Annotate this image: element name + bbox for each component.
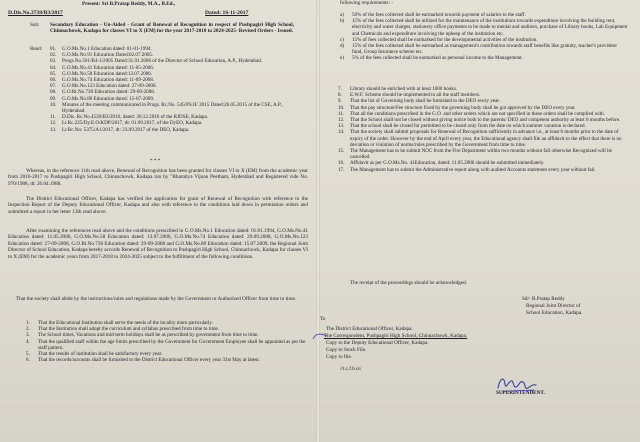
- receipt-line: The receipt of the proceedings should be acknowledged.: [350, 280, 467, 286]
- condition-item: 15. The Management has to be submit NOC from the Fire Department within two months without fall otherwise Recognized will be cancelled.: [338, 148, 612, 161]
- reference-item: 04. G.O.Ms.No.41 Education dated: 11-05-2006.: [50, 64, 155, 71]
- pen-mark-icon: [312, 331, 328, 341]
- paragraph-society: That the society shall abide by the instructions/rules and regulations made by the Government or Authorized Officer from time to time.: [16, 296, 297, 302]
- dated: Dated: 16-11-2017: [205, 10, 249, 16]
- reference-item: 13. Lr.Rc.No: 5375/A1/2017, dt: 23.09.2017 of the DEO, Kadapa.: [50, 126, 190, 133]
- condition-item: 2. That the Institution shall adopt the curriculum and syllabus prescribed from time to time.: [26, 326, 220, 333]
- reference-item: 09. G.O.Ms.No.80 Education dated: 15-07-2009.: [50, 95, 155, 102]
- following-requirements: following requirements: -: [340, 0, 394, 6]
- condition-item: 1. That the Educational Institution shall serve the needs of the locality more particularly.: [26, 320, 213, 326]
- present-line: Present: Sri B.Pratap Reddy, M.A., B.Ed.,: [82, 1, 176, 7]
- reference-item: 11. D.Dis. Rc.No.4520/B3/2016, dated: 30.12.2016 of the RJDSE, Kadapa.: [50, 114, 209, 121]
- paragraph-deo: The District Educational Officer, Kadapa has verified the application for grant of Renewal of Recognition with reference to the Inspection Report of the Deputy Educational Officer, Kadapa and also with reference to the conditions laid down in permission orders and submitted a report in her letter 13th read above.: [8, 196, 308, 215]
- condition-item: 8. E.W.F. Scheme should be implemented to all the staff members.: [338, 92, 481, 99]
- reference-item: 03. Progs.No.501/B4-1/2005 Dated:31.01.2006 of the Director of School Education, A.P., Hyderabad.: [50, 58, 263, 65]
- distribution-line: Copy to the Deputy Educational Officer, Kadapa.: [326, 340, 429, 346]
- condition-item: 3. The School times, Vacations and mid-term holidays shall be as prescribed by government from time to time.: [26, 332, 259, 339]
- condition-item: 5. That the results of institution shall be satisfactory every year.: [26, 351, 163, 358]
- signatory-name: Sd/- B.Pratap Reddy: [522, 296, 565, 302]
- condition-item: 14. That the society shall submit proposals for Renewal of Recognition sufficiently in advance i.e., at least 6 months prior to the date of expiry of the order. However by the end of April every year, the Educational agency shall file an affidavit to the effect that there is no deviation or violation of norms/rules prescribed by the Government from time to time.: [338, 129, 622, 148]
- conditions-list-right: [338, 86, 630, 173]
- condition-item: 4. That the qualified staff within the age limits prescribed by the Government for Government Employee shall be appointed as per the staff pattern.: [26, 338, 306, 351]
- signature-icon: [494, 372, 538, 396]
- reference-item: 02. G.O.Ms.No.91 Education Dated:02.07.2005.: [50, 52, 154, 59]
- condition-item: 17. The Management has to submit the Administrative report along with audited Accounts statement every year without fail.: [338, 166, 596, 173]
- fee-item: a) 50% of the fees collected shall be earmarked towards payment of salaries to the staff.: [340, 12, 526, 18]
- reference-item: 07. G.O.Ms.No.123 Education dated: 27-09-2008.: [50, 83, 157, 90]
- fee-item: d) 15% of the fees collected shall be earmarked as management's contribution towards staff benefits like gratuity, teacher's provident fund, Group Insurance scheme etc.: [340, 43, 617, 56]
- fees-list: [340, 12, 628, 62]
- fee-item: e) 5% of the fees collected shall be earmarked as personal income to the Management.: [340, 55, 523, 62]
- references-list: [50, 46, 294, 133]
- condition-item: 9. That the list of Governing body shall be furnished to the DEO every year.: [338, 98, 500, 105]
- read-label: Read:: [30, 46, 43, 52]
- condition-item: 11. That all the conditions prescribed in the G.O. and other orders which are not specified in these orders shall be complied with.: [338, 110, 605, 117]
- distribution-line: Copy to Stock File.: [326, 347, 367, 353]
- signatory-title-2: School Education, Kadapa.: [526, 310, 583, 316]
- superintendent-label: SUPERINTENDENT.: [496, 390, 545, 396]
- condition-item: 16. Affidavit as per G.O.Ms.No. 41Education, dated: 11.05.2006 should be submitted immediately.: [338, 160, 545, 167]
- paragraph-examining: After examining the references read above and the conditions prescribed in G.O.Ms.No.1 Education dated: 01.01.1994, G.O.Ms.No.41 Education dated: 11.05.2006, G.O.Ms.No.58 Education dated: 13.07.2006, G.O.Ms.No.74 Education dated: 29.09.2008, G.O.Ms.No.123 Education dated: 27-09-2008, G.O.Rt.No.730 Education dated: 29-09-2008 and G.O.Ms.No.80 Education dated: 15.07.2009, the Regional Joint Director of School Education, Kadapa hereby accords Renewal of Recognition to Pushpagiri High School, Chinnachowk, Kadapa for classes VI to X (EM) for the academic years from 2017-2018 to 2024-2025 subject to the fulfillment of the following conditions.: [8, 228, 308, 260]
- condition-item: 12. That the School shall not be closed without giving notice both to the parents/ DEO and competent authority at least 6 months before.: [338, 117, 621, 124]
- condition-item: 10. That the pay structure/Fee structure fixed by the governing body shall be got approved by the DEO every year.: [338, 104, 576, 111]
- fee-item: c) 15% of fees collected shall be earmarked for the developmental activities of the institution.: [340, 36, 538, 43]
- fee-item: b) 15% of the fees collected shall be utilized for the maintenance of the institutions towards expenditure involving the building rent, electricity and water charges, stationery office payments to be made to menial and auditors, purchase of Library books, Lab Equipment and Chemicals and expenditure involving the upkeep of the institution etc.: [340, 18, 628, 37]
- condition-item: 6. That the records/accounts shall be furnished to the District Educational Officer every year 31st May at latest.: [26, 357, 260, 364]
- conditions-list-left: [26, 320, 310, 363]
- reference-item: 01. G.O.Ms.No.1 Education dated: 01-01-1994.: [50, 46, 152, 52]
- paragraph-whereas: Whereas, in the reference 11th read above, Renewal of Recognition has been granted for classes VI to X (EM) from the academic year from 2016-2017 to Pushpagiri High School, Chinnachowk, Kadapa run by "Bharatiya Vijnan Peetham, Hyderabad and Registered vide No. 970/1988, dt: 26.04.1988.: [8, 168, 308, 187]
- distribution-line: The District Educational Officer, Kadapa.: [326, 326, 413, 332]
- subject-text: Secondary Education - Un-Aided - Grant of Renewal of Recognition in respect of Pushpagiri High School, Chinnachowk, Kadapa for classes VI to X (EM) for the year 2017-2018 to 2024-2025- Revised Orders - Issued.: [50, 22, 294, 35]
- to-label: To: [320, 316, 326, 322]
- reference-item: 05. G.O.Ms.No.58 Education dated:13.07.2006.: [50, 70, 153, 77]
- tcfbo: //t.c.f.b.o//: [340, 366, 362, 372]
- condition-item: 13. That the school shall be closed for permitted to be closed only from the date on which summer vacation is declared.: [338, 123, 586, 130]
- reference-item: 08. G.O.Rt.No.730 Education dated: 29-09-2008.: [50, 89, 156, 96]
- signatory-title-1: Regional Joint Director of: [526, 303, 581, 309]
- condition-item: 7. Library should be enriched with at least 1000 books.: [338, 86, 458, 92]
- dis-number: D.Dis.No.3738/B3/2017: [8, 10, 63, 16]
- distribution-line: Copy to file.: [326, 354, 353, 360]
- reference-item: 06. G.O.Ms.No.74 Education dated: 11-09-2008.: [50, 77, 155, 84]
- distribution-line: The Correspondent, Pushpagiri High School, Chinnachowk, Kadapa.: [324, 333, 468, 339]
- page-fold: [316, 0, 320, 442]
- separator-stars: * * *: [150, 158, 161, 164]
- reference-item: 10. Minutes of the meeting communicated in Progs. Rc.No. 545/PS.II/ 2015 Dated:26.05.2015 of the CSE, A.P., Hyderabad.: [50, 101, 283, 115]
- subject-label: Sub:: [30, 22, 40, 28]
- reference-item: 12. Lr.Rc.225/Dy.E.O/KDP/2017, dt: 01.09.2017, of the DyEO, Kadapa.: [50, 120, 203, 127]
